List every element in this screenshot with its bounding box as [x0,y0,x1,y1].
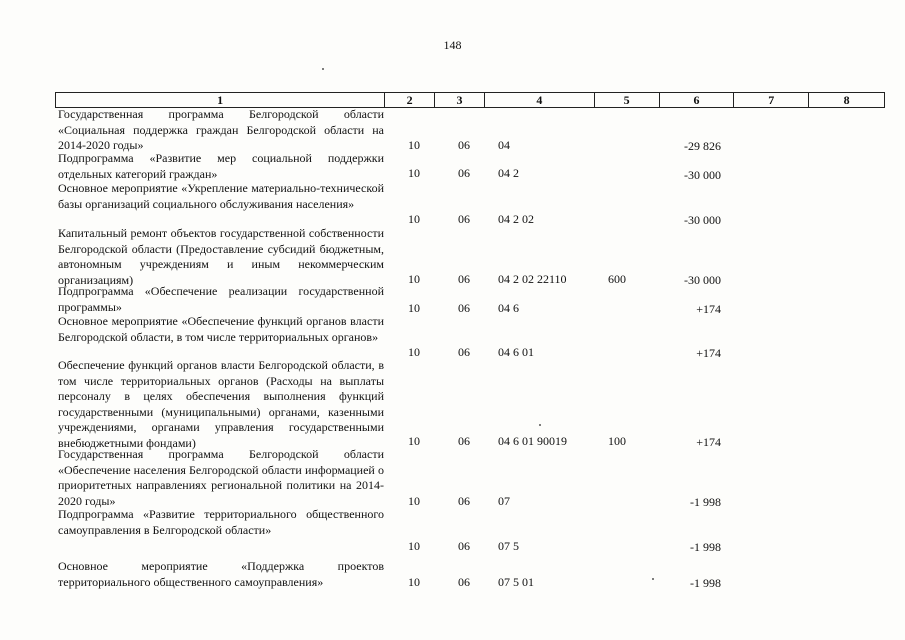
cell-subsection: 06 [458,575,470,589]
cell-section: 10 [408,166,420,180]
header-col-4: 4 [485,93,595,107]
scan-speck [322,68,324,70]
cell-subsection: 06 [458,539,470,553]
cell-target-article: 04 6 01 90019 [498,434,567,448]
cell-section: 10 [408,345,420,359]
header-col-5: 5 [595,93,660,107]
header-col-7: 7 [734,93,809,107]
row-description: Капитальный ремонт объектов государственной собственности Белгородской области (Предоставление субсидий бюджетным, автономным учреждениям и иным некоммерческим организациям) [58,226,384,287]
cell-expense-type: 100 [608,434,626,448]
row-description: Основное мероприятие «Поддержка проектов территориального общественного самоуправления» [58,559,384,589]
header-col-8: 8 [843,93,850,107]
row-description: Государственная программа Белгородской области «Обеспечение населения Белгородской области информацией о приоритетных направлениях региональной политики на 2014-2020 годы» [58,447,384,508]
cell-section: 10 [408,212,420,226]
cell-amount: -1 998 [690,540,721,554]
cell-section: 10 [408,272,420,286]
row-description: Государственная программа Белгородской области «Социальная поддержка граждан Белгородской области на 2014-2020 годы» [58,107,384,152]
cell-amount: -30 000 [684,168,721,182]
header-col-2: 2 [385,93,435,107]
cell-target-article: 07 5 01 [498,575,534,589]
cell-target-article: 04 2 [498,166,519,180]
cell-section: 10 [408,434,420,448]
cell-subsection: 06 [458,212,470,226]
cell-amount: -30 000 [684,273,721,287]
cell-section: 10 [408,539,420,553]
cell-target-article: 04 [498,138,510,152]
cell-subsection: 06 [458,272,470,286]
cell-amount: -29 826 [684,139,721,153]
row-description: Основное мероприятие «Обеспечение функций органов власти Белгородской области, в том числе территориальных органов» [58,314,384,344]
cell-amount: +174 [696,346,721,360]
cell-subsection: 06 [458,138,470,152]
cell-target-article: 04 2 02 22110 [498,272,567,286]
cell-amount: -30 000 [684,213,721,227]
cell-target-article: 04 6 01 [498,345,534,359]
cell-target-article: 04 6 [498,301,519,315]
row-description: Подпрограмма «Обеспечение реализации государственной программы» [58,284,384,314]
cell-amount: +174 [696,302,721,316]
cell-amount: -1 998 [690,576,721,590]
scan-speck [652,578,654,580]
cell-expense-type: 600 [608,272,626,286]
cell-section: 10 [408,301,420,315]
cell-subsection: 06 [458,494,470,508]
cell-amount: -1 998 [690,495,721,509]
row-description: Основное мероприятие «Укрепление материально-технической базы организаций социального обслуживания населения» [58,181,384,211]
cell-subsection: 06 [458,301,470,315]
cell-section: 10 [408,494,420,508]
cell-subsection: 06 [458,434,470,448]
cell-amount: +174 [696,435,721,449]
scan-speck [539,424,541,426]
page-number: 148 [443,38,462,52]
header-col-3: 3 [435,93,485,107]
cell-subsection: 06 [458,166,470,180]
cell-target-article: 04 2 02 [498,212,534,226]
cell-subsection: 06 [458,345,470,359]
row-description: Обеспечение функций органов власти Белгородской области, в том числе территориальных органов (Расходы на выплаты персоналу в целях обеспечения выполнения функций государственными (муниципальными) органами, казенными учреждениями, органами управления государственными внебюджетными фондами) [58,358,384,450]
header-col-1: 1 [56,93,385,107]
cell-section: 10 [408,138,420,152]
cell-target-article: 07 5 [498,539,519,553]
cell-target-article: 07 [498,494,510,508]
cell-section: 10 [408,575,420,589]
table-header [55,92,885,108]
row-description: Подпрограмма «Развитие мер социальной поддержки отдельных категорий граждан» [58,151,384,181]
row-description: Подпрограмма «Развитие территориального общественного самоуправления в Белгородской области» [58,507,384,537]
header-col-6: 6 [660,93,735,107]
